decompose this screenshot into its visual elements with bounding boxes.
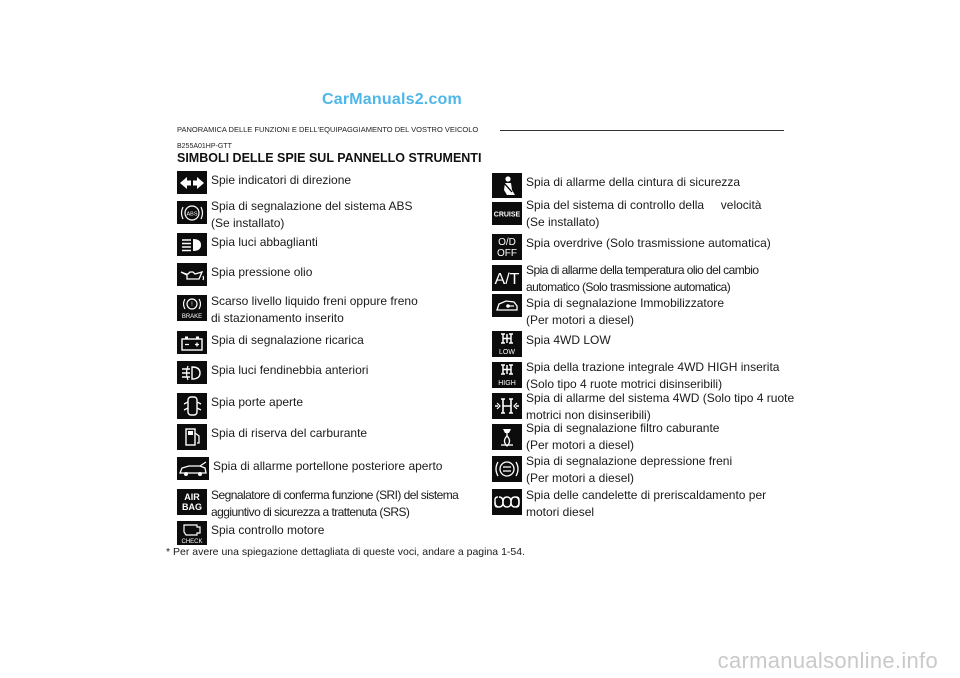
right-item-4wd-low (492, 332, 611, 357)
svg-text:OFF: OFF (497, 248, 517, 259)
item-label: Spia di segnalazione del sistema ABS (Se installato) (211, 199, 413, 230)
left-item-battery (177, 332, 364, 354)
4wd-low-icon (492, 331, 522, 357)
left-item-oil (177, 264, 312, 286)
left-item-fog (177, 362, 368, 384)
right-item-brake-vacuum (492, 453, 732, 487)
left-item-check (177, 522, 324, 545)
watermark-bottom: carmanualsonline.info (717, 648, 938, 673)
item-label: Spia di riserva del carburante (211, 426, 368, 440)
item-label: Spia di segnalazione filtro caburante (Per motori a diesel) (526, 421, 720, 452)
item-label: Spia pressione olio (211, 265, 313, 279)
right-item-glow-plug (492, 487, 766, 521)
left-item-high-beam (177, 234, 318, 256)
left-item-turn-signal (177, 172, 351, 194)
right-item-fuel-filter (492, 420, 719, 454)
left-item-tailgate (177, 458, 442, 480)
check-engine-icon (177, 521, 207, 545)
item-label: Spia luci fendinebbia anteriori (211, 363, 369, 377)
svg-text:AIR: AIR (184, 492, 200, 502)
item-label: Spia di allarme del sistema 4WD (Solo tipo 4 ruote motrici non disinseribili) (526, 391, 795, 422)
svg-text:!: ! (191, 302, 193, 308)
item-label: Spia di segnalazione depressione freni (Per motori a diesel) (526, 454, 733, 485)
brake-vacuum-icon (492, 456, 522, 482)
right-item-od-off (492, 235, 771, 260)
left-item-door (177, 394, 303, 419)
running-head-rule (500, 130, 784, 131)
fuel-filter-icon (492, 424, 522, 450)
high-beam-icon (177, 233, 207, 256)
oil-pressure-icon (177, 263, 207, 286)
right-item-4wd-high (492, 359, 779, 393)
item-label: Spia di segnalazione Immobilizzatore (Per motori a diesel) (526, 296, 725, 327)
left-item-fuel (177, 425, 367, 450)
left-item-abs (177, 198, 412, 232)
footnote: * Per avere una spiegazione dettagliata di queste voci, andare a pagina 1-54. (166, 546, 525, 558)
svg-text:O/D: O/D (498, 237, 516, 248)
watermark-top: CarManuals2.com (322, 91, 462, 108)
door-open-icon (177, 393, 207, 419)
right-item-immobilizer (492, 295, 724, 329)
abs-icon (177, 201, 207, 224)
item-label: Spia controllo motore (211, 523, 325, 537)
item-label: Scarso livello liquido freni oppure freno di stazionamento inserito (211, 294, 418, 325)
item-label: Spia luci abbaglianti (211, 235, 318, 249)
brake-icon (177, 295, 207, 321)
section-title: SIMBOLI DELLE SPIE SUL PANNELLO STRUMENTI (177, 151, 482, 165)
immobilizer-icon (492, 294, 522, 317)
item-label: Spia di allarme della temperatura olio del cambio automatico (Solo trasmissione automatica) (526, 263, 759, 294)
4wd-warning-icon (492, 393, 522, 419)
at-icon-text: A/T (494, 271, 520, 288)
item-label: Segnalatore di conferma funzione (SRI) del sistema aggiuntivo di sicurezza a trattenuta (SRS) (211, 488, 459, 519)
right-item-at (492, 262, 759, 296)
left-item-airbag (177, 487, 458, 521)
item-label: Spia delle candelette di preriscaldamento per motori diesel (526, 488, 767, 519)
4wd-high-icon (492, 362, 522, 388)
tailgate-icon (177, 457, 209, 480)
item-label: Spia del sistema di controllo della velocità (Se installato) (526, 198, 762, 229)
item-label: Spia 4WD LOW (526, 333, 611, 347)
section-code: B255A01HP-GTT (177, 143, 232, 150)
cruise-icon-text: CRUISE (493, 211, 521, 219)
item-label: Spia di segnalazione ricarica (211, 333, 364, 347)
cruise-icon (492, 202, 522, 225)
item-label: Spia della trazione integrale 4WD HIGH inserita (Solo tipo 4 ruote motrici disinseribili) (526, 360, 780, 391)
item-label: Spia di allarme della cintura di sicurezza (526, 175, 741, 189)
item-label: Spia porte aperte (211, 395, 304, 409)
right-item-cruise (492, 197, 761, 231)
front-fog-icon (177, 361, 207, 384)
od-off-icon (492, 234, 522, 260)
right-item-4wd-warning (492, 390, 794, 424)
check-icon-text: CHECK (181, 539, 203, 545)
seatbelt-icon (492, 173, 522, 198)
low-icon-text: LOW (499, 349, 515, 356)
fuel-icon (177, 424, 207, 450)
turn-signal-icon (177, 171, 207, 194)
airbag-icon (177, 489, 207, 515)
right-item-seatbelt (492, 174, 740, 198)
item-label: Spie indicatori di direzione (211, 173, 352, 187)
battery-icon (177, 331, 207, 354)
high-icon-text: HIGH (498, 380, 516, 387)
item-label: Spia di allarme portellone posteriore aperto (213, 459, 443, 473)
svg-text:BAG: BAG (182, 502, 202, 512)
brake-icon-text: BRAKE (181, 314, 203, 320)
item-label: Spia overdrive (Solo trasmissione automatica) (526, 236, 771, 250)
left-item-brake (177, 293, 418, 327)
abs-icon-text: ABS (186, 210, 198, 217)
at-temp-icon (492, 265, 522, 291)
glow-plug-icon (492, 489, 522, 515)
running-head: PANORAMICA DELLE FUNZIONI E DELL'EQUIPAGGIAMENTO DEL VOSTRO VEICOLO (177, 125, 479, 134)
